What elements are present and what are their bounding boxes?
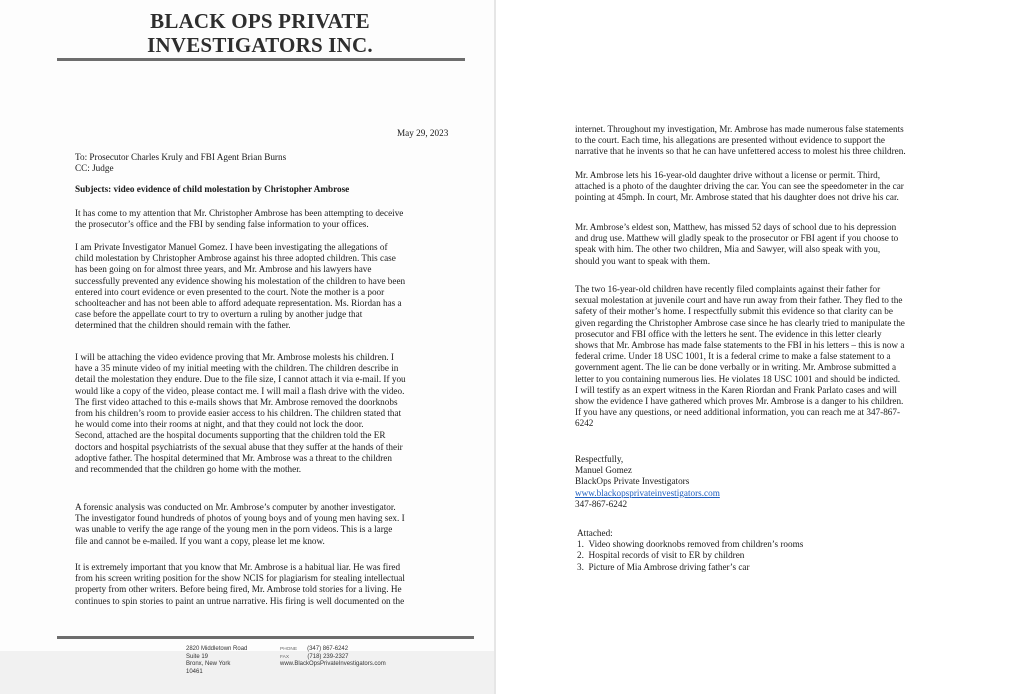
text-line: It has come to my attention that Mr. Christopher Ambrose has been attempting to deceive [75,208,404,218]
text-line: adoptive father. The hospital determined that Mr. Ambrose was a threat to the children [75,452,392,463]
footer-fax-row [280,654,386,662]
text-line: letter to you containing numerous lies. He violates 18 USC 1001 and should be indicted. [575,373,901,384]
text-line: It is extremely important that you know that Mr. Ambrose is a habitual liar. He was fired [75,562,401,572]
footer-website[interactable]: www.BlackOpsPrivateInvestigators.com [280,661,386,667]
letterhead-divider [57,58,465,61]
cc-line: CC: Judge [75,163,114,174]
footer-fax: (718) 239-2327 [307,653,349,660]
text-line: schoolteacher and has not been able to afford adequate representation. Ms. Riordan has a [75,298,402,309]
text-line: Second, attached are the hospital documents supporting that the children told the ER [75,430,386,441]
text-line: prosecutor and FBI office with the letters he sent. The evidence in this letter clearly [575,328,882,339]
text-line: from his children’s room to provide easier access to his children. The children stated that [75,408,402,419]
text-line: entered into court evidence or even presented to the court. Note the mother is a poor [75,286,385,297]
text-line: should you want to speak with them. [575,255,710,266]
signature-block [575,454,720,510]
text-line: The two 16-year-old children have recently filed complaints against their father for [575,284,881,294]
text-line: attached is a photo of the daughter driving the car. You can see the speedometer in the car [575,181,904,192]
subject-line: Subjects: video evidence of child molestation by Christopher Ambrose [75,184,350,194]
text-line: I will testify as an expert witness in the Karen Riordan and Frank Parlato cases and will [575,384,897,395]
paragraph-2 [75,242,405,332]
text-line: 2820 Middletown Road [186,646,248,652]
text-line: have a 35 minute video of my initial meeting with the children. The children describe in [75,363,399,374]
text-line: I will be attaching the video evidence proving that Mr. Ambrose molests his children. I [75,352,394,362]
paragraph-5 [75,562,405,607]
text-line: doctors and hospital psychiatrists of the sexual abuse that they suffer at the hands of their [75,441,403,452]
attached-label: Attached: [577,528,613,538]
letter-page-2 [496,0,1024,694]
signer-company: BlackOps Private Investigators [575,476,690,487]
text-line: the prosecutor’s office and the FBI by sending false information to your offices. [75,219,369,230]
text-line: Mr. Ambrose’s eldest son, Matthew, has missed 52 days of school due to his depression [575,222,897,232]
text-line: Bronx, New York [186,661,231,667]
text-line: show the evidence I have gathered which proves Mr. Ambrose is a danger to his children. [575,396,904,407]
footer-address [186,646,247,676]
text-line: The first video attached to this e-mails shows that Mr. Ambrose removed the doorknobs [75,396,398,407]
text-line: and drug use. Matthew will gladly speak to the prosecutor or FBI agent if you choose to [575,233,899,244]
letter-page-1 [0,0,496,694]
text-line: child molestation by Christopher Ambrose against his three adopted children. This case [75,253,396,264]
company-name [60,9,460,57]
text-line: sexual molestation at juvenile court and have run away from their father. They fled to the [575,295,903,306]
text-line: from his screen writing position for the show NCIS for plagiarism for stealing intellectual [75,573,405,584]
company-name-line-2: INVESTIGATORS INC. [147,33,373,57]
text-line: determined that the children should remain with the father. [75,320,291,331]
company-name-line-1: BLACK OPS PRIVATE [150,9,370,33]
footer-band [0,651,496,694]
text-line: 6242 [575,418,594,429]
text-line: case before the appellate court to try to overturn a ruling by another judge that [75,309,363,320]
p2-paragraph-3 [575,222,898,267]
footer-phone-label: PHONE [280,647,298,652]
text-line: given regarding the Christopher Ambrose case since he has clearly tried to manipulate the [575,317,905,328]
text-line: I am Private Investigator Manuel Gomez. I have been investigating the allegations of [75,242,388,252]
text-line: 10461 [186,668,203,675]
p2-paragraph-2 [575,170,904,204]
text-line: A forensic analysis was conducted on Mr. Ambrose’s computer by another investigator. [75,502,396,512]
letter-date: May 29, 2023 [397,128,449,138]
footer-phone-row [280,646,386,654]
text-line: he would come into their rooms at night, and that they could not lock the door. [75,419,364,430]
text-line: federal crime. Under 18 USC 1001, It is a federal crime to make a false statement to a [575,351,891,362]
text-line: was unable to verify the age range of the young men in the porn videos. This is a large [75,524,393,535]
text-line: 1. Video showing doorknobs removed from children’s rooms [577,539,804,550]
text-line: The investigator found hundreds of photos of young boys and of young men having sex. I [75,513,405,524]
text-line: Suite 19 [186,653,209,660]
attachment-list [577,539,803,573]
text-line: pointing at 45mph. In court, Mr. Ambrose stated that his daughter does not drive his car. [575,192,899,203]
text-line: safety of their mother’s home. I respectfully submit this evidence so that clarity can be [575,306,893,317]
text-line: internet. Throughout my investigation, Mr. Ambrose has made numerous false statements [575,124,904,134]
text-line: narrative that he invents so that he can have unfettered access to molest his three children. [575,146,906,157]
attachments-block [577,528,803,573]
footer-divider [57,636,474,639]
text-line: Mr. Ambrose lets his 16-year-old daughter drive without a license or permit. Third, [575,170,881,180]
text-line: file and cannot be e-mailed. If you want a copy, please let me know. [75,535,325,546]
text-line: 3. Picture of Mia Ambrose driving father’s car [577,561,750,572]
text-line: continues to spin stories to paint an untrue narrative. His firing is well documented on the [75,595,405,606]
p2-paragraph-1 [575,124,906,158]
text-line: would like a copy of the video, please contact me. I will mail a flash drive with the video. [75,385,405,396]
paragraph-3 [75,352,406,475]
to-line: To: Prosecutor Charles Kruly and FBI Agent Brian Burns [75,152,287,162]
signer-website-link[interactable]: www.blackopsprivateinvestigators.com [575,487,720,498]
text-line: government agent. The lie can be done verbally or in writing. Mr. Ambrose submitted a [575,362,897,373]
recipients [75,152,286,174]
paragraph-4 [75,502,405,547]
footer-fax-label: FAX [280,654,290,660]
text-line: detail the molestation they endure. Due to the file size, I cannot attach it via e-mail. If you [75,374,406,385]
text-line: 2. Hospital records of visit to ER by children [577,550,745,561]
text-line: speak with him. The other two children, Mia and Sawyer, will also speak with you, [575,244,881,255]
p2-paragraph-4 [575,284,905,430]
footer-contact [280,646,386,669]
text-line: property from other writers. Before being fired, Mr. Ambrose told stories for a living. He [75,584,402,595]
closing: Respectfully, [575,454,624,464]
text-line: If you have any questions, or need additional information, you can reach me at 347-867- [575,407,901,418]
footer-phone: (347) 867-6242 [307,646,349,652]
signer-name: Manuel Gomez [575,465,632,476]
text-line: to the court. Each time, his allegations are presented without evidence to support the [575,135,885,146]
paragraph-1 [75,208,403,230]
text-line: successfully prevented any evidence showing his molestation of the children to have been [75,275,406,286]
text-line: has been going on for almost three years, and Mr. Ambrose and his lawyers have [75,264,372,275]
text-line: shows that Mr. Ambrose has made false statements to the FBI in his letters – this is now a [575,340,905,351]
text-line: and recommended that the children go home with the mother. [75,464,302,475]
signer-phone: 347-867-6242 [575,498,628,509]
